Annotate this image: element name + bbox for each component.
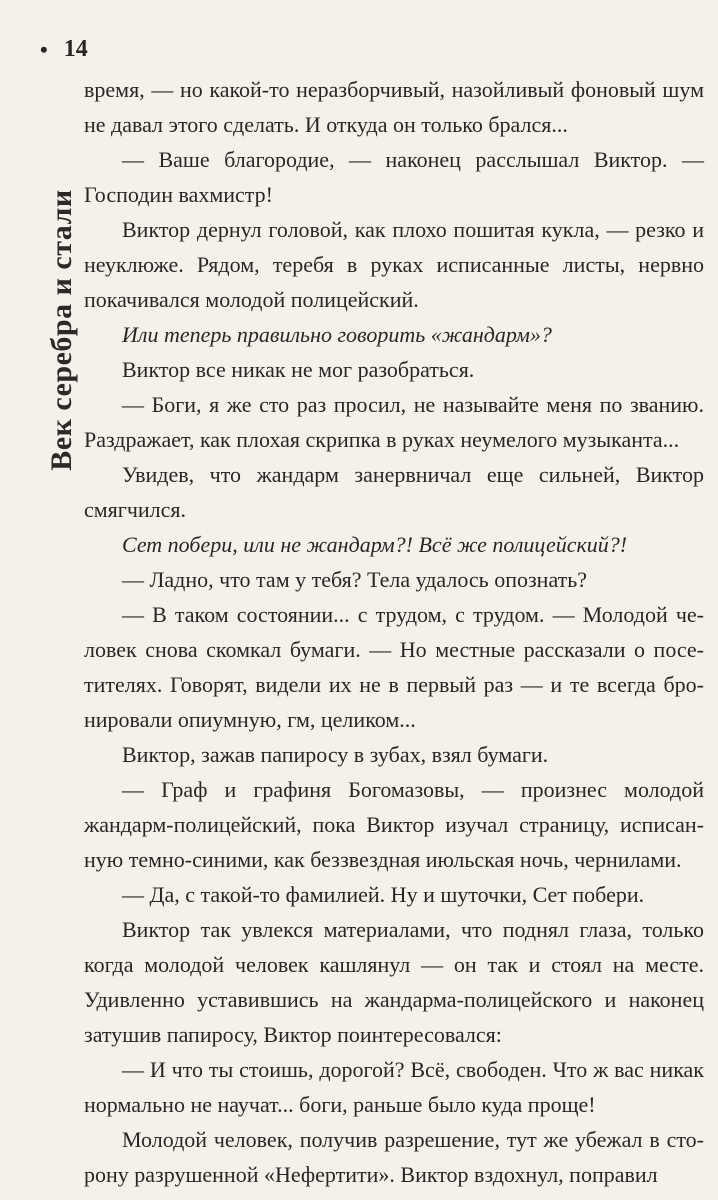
page-number: 14: [63, 36, 88, 62]
paragraph: Виктор дернул головой, как плохо пошитая кукла, — резко и неуклюже. Рядом, теребя в руках исписанные листы, нервно покачивался молодой полицейский.: [84, 217, 704, 312]
body-text: [84, 72, 704, 1192]
paragraph-italic: Или теперь правильно говорить «жандарм»?: [122, 322, 552, 347]
paragraph: — В таком состоянии... с трудом, с трудом. — Молодой человек снова скомкал бумаги. — Но местные рассказали о посетителях. Говорят, видели их не в первый раз — и те всегда бронировали опиумную, гм, целиком...: [84, 602, 704, 732]
header-bullet: •: [40, 36, 48, 62]
running-title: Век серебра и стали: [45, 189, 78, 471]
paragraph: — Да, с такой-то фамилией. Ну и шуточки, Сет побери.: [122, 882, 645, 907]
paragraph: Виктор все никак не мог разобраться.: [122, 357, 475, 382]
paragraph: — Граф и графиня Богомазовы, — произнес молодой жандарм-полицейский, пока Виктор изучал страницу, исписанную темно-синими, как беззвездная июльская ночь, чернилами.: [84, 777, 704, 872]
paragraph: — Боги, я же сто раз просил, не называйте меня по званию. Раздражает, как плохая скрипка в руках неумелого музыканта...: [84, 392, 704, 452]
page-header: [40, 36, 88, 63]
paragraph: — И что ты стоишь, дорогой? Всё, свободен. Что ж вас никак нормально не научат... боги, раньше было куда проще!: [84, 1057, 704, 1117]
paragraph: — Ваше благородие, — наконец расслышал Виктор. — Господин вахмистр!: [84, 147, 704, 207]
paragraph: Молодой человек, получив разрешение, тут же убежал в сторону разрушенной «Нефертити». Виктор вздохнул, поправил: [84, 1127, 704, 1187]
paragraph: Виктор так увлекся материалами, что поднял глаза, только когда молодой человек кашлянул — он так и стоял на месте. Удивленно уставившись на жандарма-полицейского и наконец затушив папиросу, Виктор поинтересовался:: [84, 917, 704, 1047]
paragraph: Виктор, зажав папиросу в зубах, взял бумаги.: [122, 742, 549, 767]
paragraph-italic: Сет побери, или не жандарм?! Всё же полицейский?!: [122, 532, 628, 557]
paragraph: время, — но какой-то неразборчивый, назойливый фоновый шум не давал этого сделать. И откуда он только брался...: [84, 77, 704, 137]
paragraph: Увидев, что жандарм занервничал еще сильней, Виктор смягчился.: [84, 462, 704, 522]
paragraph: — Ладно, что там у тебя? Тела удалось опознать?: [122, 567, 588, 592]
